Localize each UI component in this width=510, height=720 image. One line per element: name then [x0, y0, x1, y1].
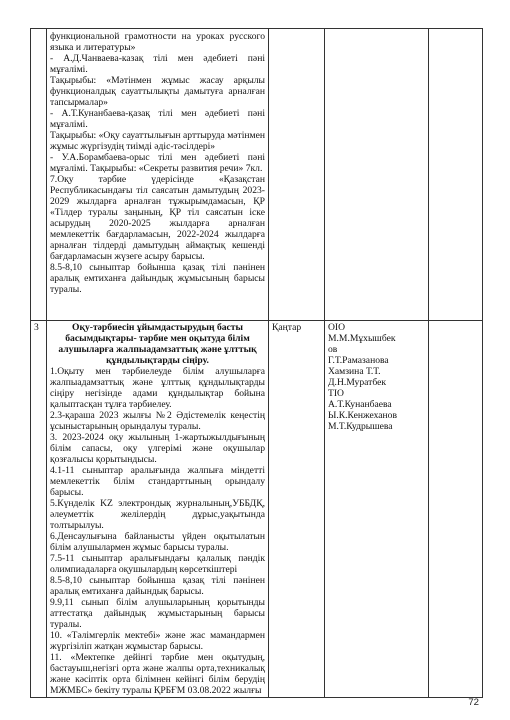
table-row: [31, 29, 483, 321]
content-paragraph: 5.Күнделік KZ электрондық журналының,УББДҚ, әлеуметтік желілердің дұрыс,уақытында толтырылуы.: [50, 498, 265, 531]
content-paragraph: 2.3-қараша 2023 жылғы №2 Әдістемелік кеңестің ұсыныстарының орындалуы туралы.: [50, 410, 265, 432]
responsible-person: М.Т.Кудрышева: [328, 421, 393, 432]
content-paragraph: 7.Оқу тәрбие үдерісінде «Қазақстан Республикасындағы тіл саясатын дамытудың 2023-2029 жылдарға арналған тұжырымдамасын, ҚР «Тілдер туралы заңының, ҚР тіл саясатын іске асырудың 2020-2025 жылдарға арналған мемлекеттік бағдарламасын, 2022-2024 жылдарға арналған тілдерді дамытудың аймақтық кешенді бағдарламасын жүзеге асыру барысы.: [50, 174, 265, 262]
content-paragraph: 7.5-11 сыныптар аралығындағы қалалық пәндік олимпиадаларға оқушылардың көрсеткіштері: [50, 553, 265, 575]
row-number-cell: [31, 29, 47, 321]
responsible-person: Хамзина Т.Т.: [328, 366, 381, 377]
responsible-person: ов: [328, 344, 338, 355]
plan-table: [30, 28, 483, 698]
period-cell: [269, 29, 325, 321]
responsible-cell: [325, 29, 429, 321]
row-number-cell: [31, 321, 47, 698]
page-number: 72: [468, 697, 479, 708]
content-paragraph: Тақырыбы: «Оқу сауаттылығын арттыруда мәтінмен жұмыс жүргізудің тиімді әдіс-тәсілдері»: [50, 130, 265, 152]
period-text: Қаңтар: [272, 322, 302, 333]
section-heading: Оқу-тәрбиесін ұйымдастырудың басты басымдықтары- тәрбие мен оқытуда білім алушыларға жалпыадамзаттық және ұлттық құндылықтарды сіңіру.: [58, 322, 257, 366]
responsible-person: Ы.К.Кенжеханов: [328, 410, 398, 421]
extra-cell: [429, 29, 483, 321]
content-paragraph: 9.9,11 сынып білім алушыларының қорытынды аттестатқа дайындық жұмыстарының барысы туралы.: [50, 597, 265, 630]
row-number: 3: [34, 322, 39, 333]
responsible-person: А.Т.Кунанбаева: [328, 399, 392, 410]
content-paragraph: 4.1-11 сыныптар аралығында жалпыға міндетті мемлекеттік білім стандарттының орындалу барысы.: [50, 465, 265, 498]
content-paragraph: функциональной грамотности на уроках русского языка и литературы»: [50, 31, 265, 53]
content-paragraph: 6.Денсаулығына байланысты үйден оқытылатын білім алушылармен жұмыс барысы туралы.: [50, 531, 265, 553]
responsible-person: Г.Т.Рамазанова: [328, 355, 389, 366]
content-paragraph: 8.5-8,10 сыныптар бойынша қазақ тілі пәнінен аралық емтиханға дайындық барысы.: [50, 575, 265, 597]
content-cell: [47, 321, 269, 698]
table-row: [31, 321, 483, 698]
content-paragraph: Тақырыбы: «Мәтінмен жұмыс жасау арқылы функционалдық сауаттылықты дамытуға арналған тапсырмалар»: [50, 75, 265, 108]
responsible-person: ОІО: [328, 322, 346, 333]
content-paragraph: 1.Оқыту мен тәрбиелеуде білім алушыларға жалпыадамзаттық және ұлттық құндылықтарды сіңіру негізінде адами құндылықтар бойына қалыптасқан тұлға тәрбиелеу.: [50, 366, 265, 410]
period-cell: [269, 321, 325, 698]
responsible-person: Д.Н.Муратбек: [328, 377, 387, 388]
responsible-person: М.М.Мұхышбек: [328, 333, 396, 344]
content-paragraph: - А.Д.Чанваева-казақ тілі мен әдебиеті пәні мұғалімі.: [50, 53, 265, 75]
responsible-person: ТІО: [328, 388, 344, 399]
content-paragraph: 8.5-8,10 сыныптар бойынша қазақ тілі пәнінен аралық емтиханға дайындық жұмысының барысы туралы.: [50, 262, 265, 295]
content-paragraph: 3. 2023-2024 оқу жылының 1-жартыжылдығының білім сапасы, оқу үлгерімі және оқушылар қозғалысы қорытындысы.: [50, 432, 265, 465]
extra-cell: [429, 321, 483, 698]
content-cell: [47, 29, 269, 321]
content-paragraph: 11. «Мектепке дейінгі тәрбие мен оқытудың, бастауыш,негізгі орта және жалпы орта,техникалық және кәсіптік орта білімнен кейінгі білім берудің МЖМБС» бекіту туралы ҚРБҒМ 03.08.2022 жылғы: [50, 652, 265, 696]
content-paragraph: - А.Т.Кунанбаева-қазақ тілі мен әдебиеті пәні мұғалімі.: [50, 108, 265, 130]
responsible-cell: [325, 321, 429, 698]
content-paragraph: - У.А.Борамбаева-орыс тілі мен әдебиеті пәні мұғалімі. Тақырыбы: «Секреты развития речи» 7кл.: [50, 152, 265, 174]
content-paragraph: 10. «Тәлімгерлік мектебі» және жас мамандармен жүргізіліп жатқан жұмыстар барысы.: [50, 630, 265, 652]
